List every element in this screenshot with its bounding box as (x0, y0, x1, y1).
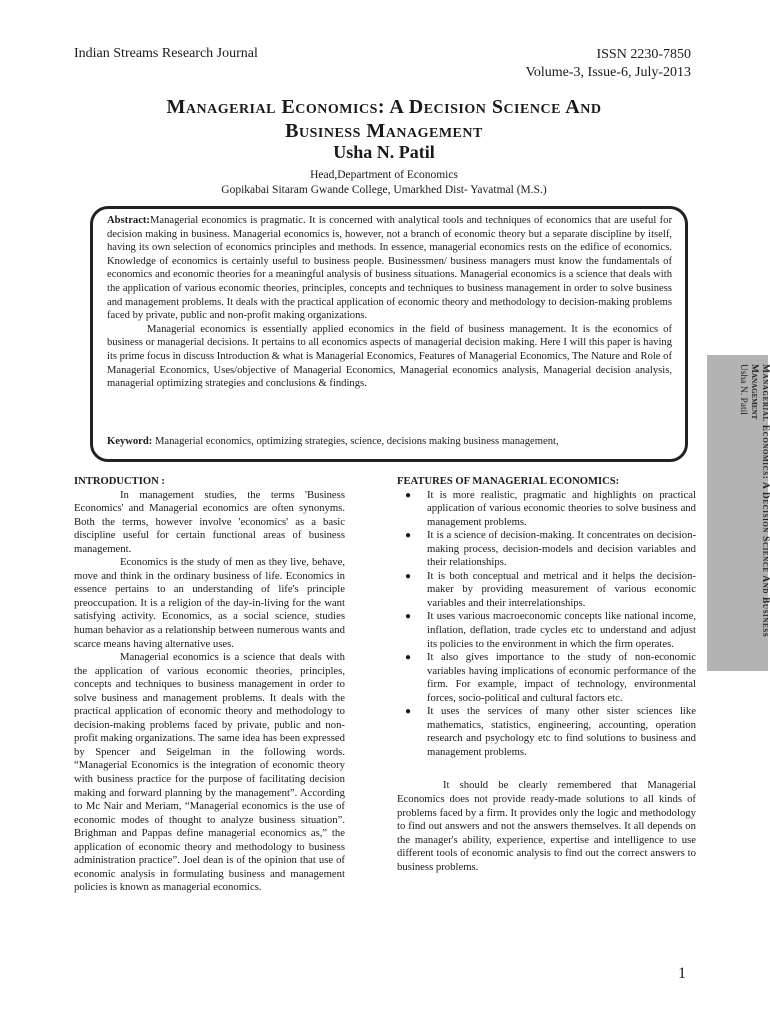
keywords (107, 435, 675, 449)
feature-item: ● It uses various macroeconomic concepts like national income, inflation, deflation, trade cycles etc to understand and adjust its policies to the environment in which the firm operates. (397, 610, 696, 651)
paper-title (60, 95, 708, 143)
feature-item: ● It uses the services of many other sister sciences like mathematics, statistics, engineering, accounting, operation research and psychology etc to find solutions to business and management problems. (397, 705, 696, 759)
volume-issue: Volume-3, Issue-6, July-2013 (525, 65, 691, 80)
intro-paragraph: In management studies, the terms 'Business Economics' and Managerial economics are often synonyms. Both the terms, however involve 'economics' as a basic discipline useful for certain functional areas of business management. (74, 488, 345, 555)
intro-paragraph: Economics is the study of men as they live, behave, move and think in the ordinary business of life. Economics in essence pertains to an understanding of life's principle preoccupation. It is a religion of the day-in-living for the want satisfying activity. Economics, as a social science, studies human behavior as a relationship between numerous wants and scarce means having alternative uses. (74, 556, 345, 650)
abstract-text-1: Managerial economics is pragmatic. It is concerned with analytical tools and techniques of economics that are useful for decision making in business. Managerial economics is, however, not a branch of economic theory but a separate discipline by itself, having its own selection of economics principles and methods. In essence, managerial economics rests on the edifice of economics. Knowledge of economics is certainly useful to business people. Businessmen/ business managers must know the fundamentals of economics and economic theories for a meaningful analysis of business situations. Managerial economics is a science that deals with the application of various economic theories, principles, concepts and techniques to business management in order to solve business and management problems. It deals with the practical application of economic theory and methodology to decision-making problems faced by private, public and non-profit making organizations. (107, 215, 672, 322)
side-title: Managerial Economics: A Decision Science And Business (760, 364, 770, 638)
page-number: 1 (678, 965, 686, 982)
abstract-paragraph-1 (107, 214, 672, 323)
abstract-label: Abstract: (107, 215, 150, 226)
affiliation-department: Head,Department of Economics (310, 169, 458, 181)
left-column (74, 475, 345, 895)
introduction-heading: INTRODUCTION : (74, 476, 165, 487)
intro-paragraph: Managerial economics is a science that deals with the application of various economic theories, principles, concepts and techniques to business management in order to solve business and management problems. It deals with the practical application of economic theory and methodology to decision-making problems faced by private, public and non-profit making organizations. The same idea has been expressed by Spencer and Seigelman in the following words. “Managerial Economics is the integration of economic theory with business practice for the purpose of facilitating decision making and forward planning by the management”. According to Mc Nair and Meriam, “Managerial economics is the use of economic modes of thought to analyze business situation”. Brighman and Pappas define managerial economics as,” the application of economic theory and methodology to business administration practice”. Joel dean is of the opinion that use of economic analysis in formulating business and management policies is known as managerial economics. (74, 651, 345, 894)
side-tab-text (737, 364, 770, 637)
right-column (397, 475, 696, 874)
abstract-box (90, 206, 688, 462)
feature-item: ● It is more realistic, pragmatic and highlights on practical application of various economic theories to solve business and management problems. (397, 489, 696, 530)
affiliation (0, 168, 768, 198)
affiliation-college: Gopikabai Sitaram Gwande College, Umarkhed Dist- Yavatmal (M.S.) (221, 184, 547, 196)
feature-item: ● It also gives importance to the study of non-economic variables having implications of economic performance of the firm. For example, impact of technology, environmental forces, socio-political and cultural factors etc. (397, 651, 696, 705)
issn: ISSN 2230-7850 (596, 47, 691, 62)
title-line-2: Business Management (285, 120, 483, 142)
feature-item: ● It is both conceptual and metrical and it helps the decision-maker by providing measurement of various economic variables and their interrelationships. (397, 570, 696, 611)
features-closing-paragraph: It should be clearly remembered that Managerial Economics does not provide ready-made solutions to all kinds of problems faced by a firm. It provides only the logic and methodology to find out answers and not the answers themselves. It all depends on the manager's ability, experience, expertise and intelligence to use different tools of economic analysis to find out the correct answers to business problems. (397, 779, 696, 873)
side-title-cont: Management (749, 364, 759, 420)
author-name: Usha N. Patil (333, 142, 435, 162)
keyword-list: Managerial economics, optimizing strategies, science, decisions making business management, (152, 436, 559, 448)
side-author: Usha N. Patil (738, 364, 748, 415)
features-list (397, 489, 696, 760)
issue-info (526, 46, 691, 82)
feature-item: ● It is a science of decision-making. It concentrates on decision-making process, decision-models and decision variables and their relationships. (397, 529, 696, 570)
title-line-1: Managerial Economics: A Decision Science And (166, 96, 602, 118)
keyword-label: Keyword: (107, 436, 153, 448)
features-heading: FEATURES OF MANAGERIAL ECONOMICS: (397, 476, 620, 487)
journal-name: Indian Streams Research Journal (74, 46, 258, 61)
abstract-paragraph-2: Managerial economics is essentially applied economics in the field of business management. It is the economics of business or managerial decisions. It pertains to all economics aspects of managerial decision making. Here I will this paper is having its prime focus in discuss Introduction & what is Managerial Economics, Features of Managerial Economics, The Nature and Role of Managerial Economics, Uses/objective of Managerial Economics, Managerial economics analysis, Managerial decision analysis, managerial optimizing strategies and conclusions & findings. (107, 323, 672, 390)
